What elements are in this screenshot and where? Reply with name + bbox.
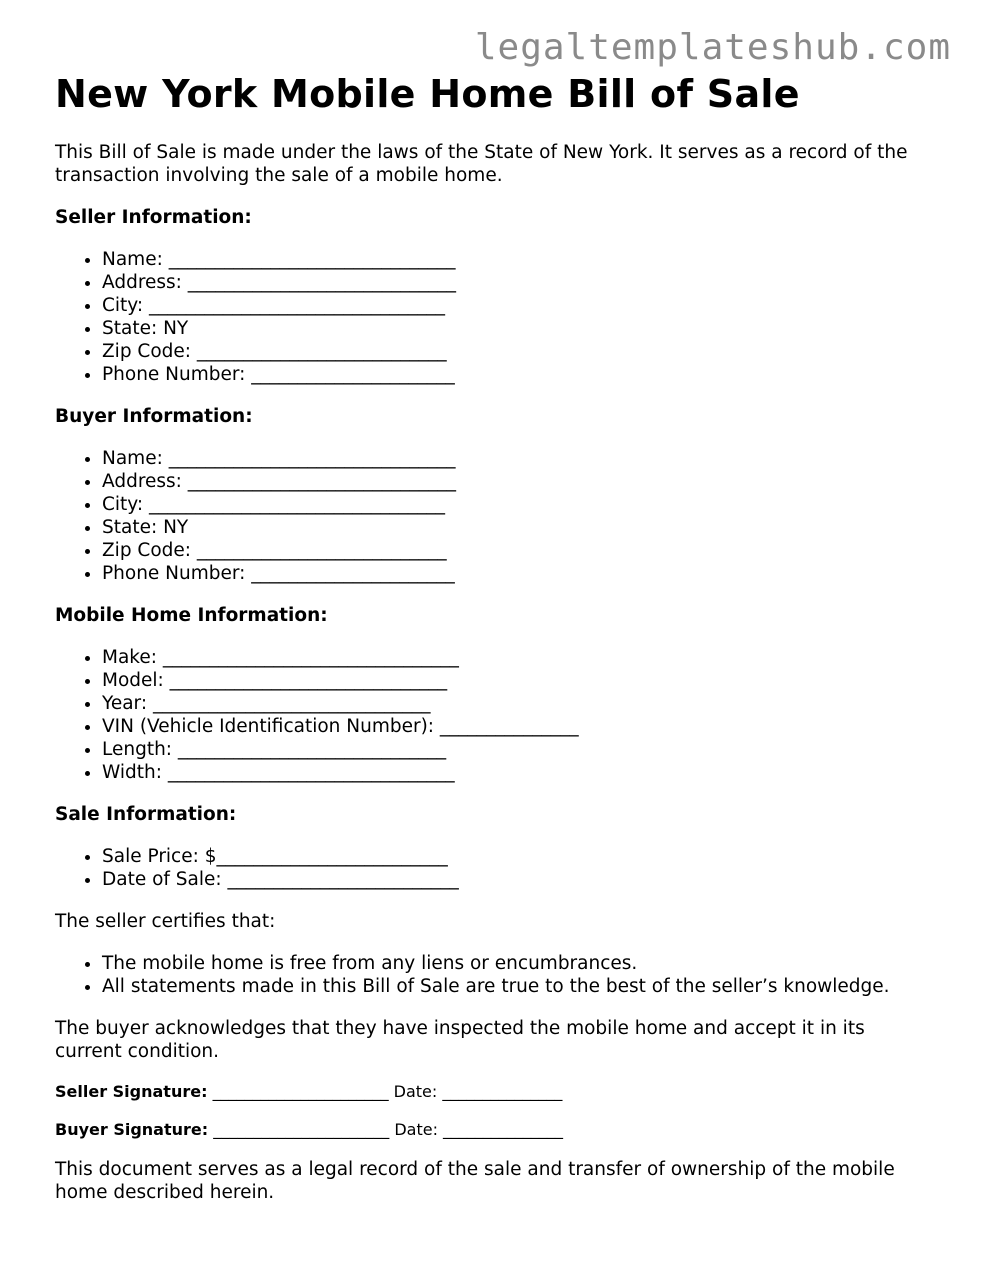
buyer-address-field: • Address: _____________________________ (102, 470, 935, 493)
sale-fields-list (55, 845, 935, 891)
seller-signature-blank: ______________________ Date: _______________ (207, 1082, 563, 1101)
seller-address-field: • Address: _____________________________ (102, 271, 935, 294)
mobile-home-section-heading: Mobile Home Information: (55, 605, 328, 626)
acknowledgement-paragraph: The buyer acknowledges that they have inspected the mobile home and accept it in its current condition. (55, 1018, 865, 1062)
model-field: • Model: ______________________________ (102, 669, 935, 692)
seller-signature-label: Seller Signature: (55, 1082, 208, 1101)
seller-zip-field: • Zip Code: ___________________________ (102, 340, 935, 363)
seller-signature-line (55, 1082, 935, 1101)
mobile-home-fields-list (55, 646, 935, 784)
date-of-sale-field: • Date of Sale: _________________________ (102, 868, 935, 891)
sale-section-heading: Sale Information: (55, 804, 237, 825)
watermark: legaltemplateshub.com (474, 27, 951, 68)
width-field: • Width: _______________________________ (102, 761, 935, 784)
seller-fields-list (55, 248, 935, 386)
buyer-section-heading: Buyer Information: (55, 406, 253, 427)
buyer-signature-line (55, 1120, 935, 1139)
document-body (55, 72, 935, 1204)
seller-name-field: • Name: _______________________________ (102, 248, 935, 271)
certification-item: • The mobile home is free from any liens or encumbrances. (102, 952, 935, 975)
vin-field: • VIN (Vehicle Identification Number): _______________ (102, 715, 935, 738)
make-field: • Make: ________________________________ (102, 646, 935, 669)
buyer-city-field: • City: ________________________________ (102, 493, 935, 516)
seller-city-field: • City: ________________________________ (102, 294, 935, 317)
buyer-state-field: • State: NY (102, 516, 935, 539)
buyer-signature-blank: ______________________ Date: _______________ (208, 1120, 564, 1139)
length-field: • Length: _____________________________ (102, 738, 935, 761)
certifications-list (55, 952, 935, 998)
buyer-signature-label: Buyer Signature: (55, 1120, 209, 1139)
closing-paragraph: This document serves as a legal record of the sale and transfer of ownership of the mobile home described herein. (55, 1159, 895, 1203)
buyer-zip-field: • Zip Code: ___________________________ (102, 539, 935, 562)
page-title: New York Mobile Home Bill of Sale (55, 72, 800, 116)
buyer-name-field: • Name: _______________________________ (102, 447, 935, 470)
seller-state-field: • State: NY (102, 317, 935, 340)
buyer-fields-list (55, 447, 935, 585)
buyer-phone-field: • Phone Number: ______________________ (102, 562, 935, 585)
intro-paragraph: This Bill of Sale is made under the laws of the State of New York. It serves as a record of the transaction involving the sale of a mobile home. (55, 142, 908, 186)
certification-item: • All statements made in this Bill of Sale are true to the best of the seller’s knowledge. (102, 975, 935, 998)
year-field: • Year: ______________________________ (102, 692, 935, 715)
certifies-intro: The seller certifies that: (55, 911, 276, 932)
seller-phone-field: • Phone Number: ______________________ (102, 363, 935, 386)
seller-section-heading: Seller Information: (55, 207, 252, 228)
sale-price-field: • Sale Price: $_________________________ (102, 845, 935, 868)
